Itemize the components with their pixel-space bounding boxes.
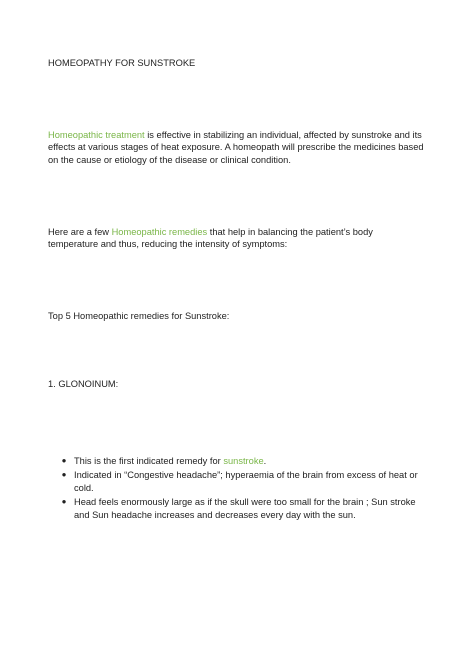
remedies-paragraph: [48, 226, 424, 251]
list-item-text: Head feels enormously large as if the skull were too small for the brain ; Sun stroke and Sun headache increases and decreases every day with the sun.: [74, 497, 416, 520]
bullet-icon: ●: [61, 470, 67, 480]
bullet1-before: This is the first indicated remedy for: [74, 456, 224, 466]
list-item: [48, 455, 424, 467]
list-item: [48, 496, 424, 521]
homeopathic-treatment-link[interactable]: Homeopathic treatment: [48, 130, 145, 140]
sunstroke-link[interactable]: sunstroke: [223, 456, 264, 466]
remedies-paragraph-after: that help in balancing the patient’s body temperature and thus, reducing the intensity of symptoms:: [48, 227, 373, 250]
intro-paragraph: [48, 129, 424, 166]
list-item-text: Indicated in “Congestive headache”; hyperaemia of the brain from excess of heat or cold.: [74, 470, 418, 493]
glonoinum-bullet-list: [48, 455, 424, 523]
homeopathic-remedies-link[interactable]: Homeopathic remedies: [111, 227, 208, 237]
document-heading: HOMEOPATHY FOR SUNSTROKE: [48, 58, 196, 68]
top5-heading: Top 5 Homeopathic remedies for Sunstroke:: [48, 311, 230, 321]
section-title-glonoinum: 1. GLONOINUM:: [48, 379, 119, 389]
bullet1-after: .: [263, 456, 267, 466]
list-item: [48, 469, 424, 494]
intro-paragraph-text: is effective in stabilizing an individual, affected by sunstroke and its effects at various stages of heat exposure. A homeopath will prescribe the medicines based on the cause or etiology of the disease or clinical condition.: [48, 130, 424, 165]
bullet-icon: ●: [61, 497, 67, 507]
remedies-paragraph-before: Here are a few: [48, 227, 112, 237]
list-item-text: [66, 455, 424, 467]
bullet-icon: ●: [61, 456, 67, 465]
